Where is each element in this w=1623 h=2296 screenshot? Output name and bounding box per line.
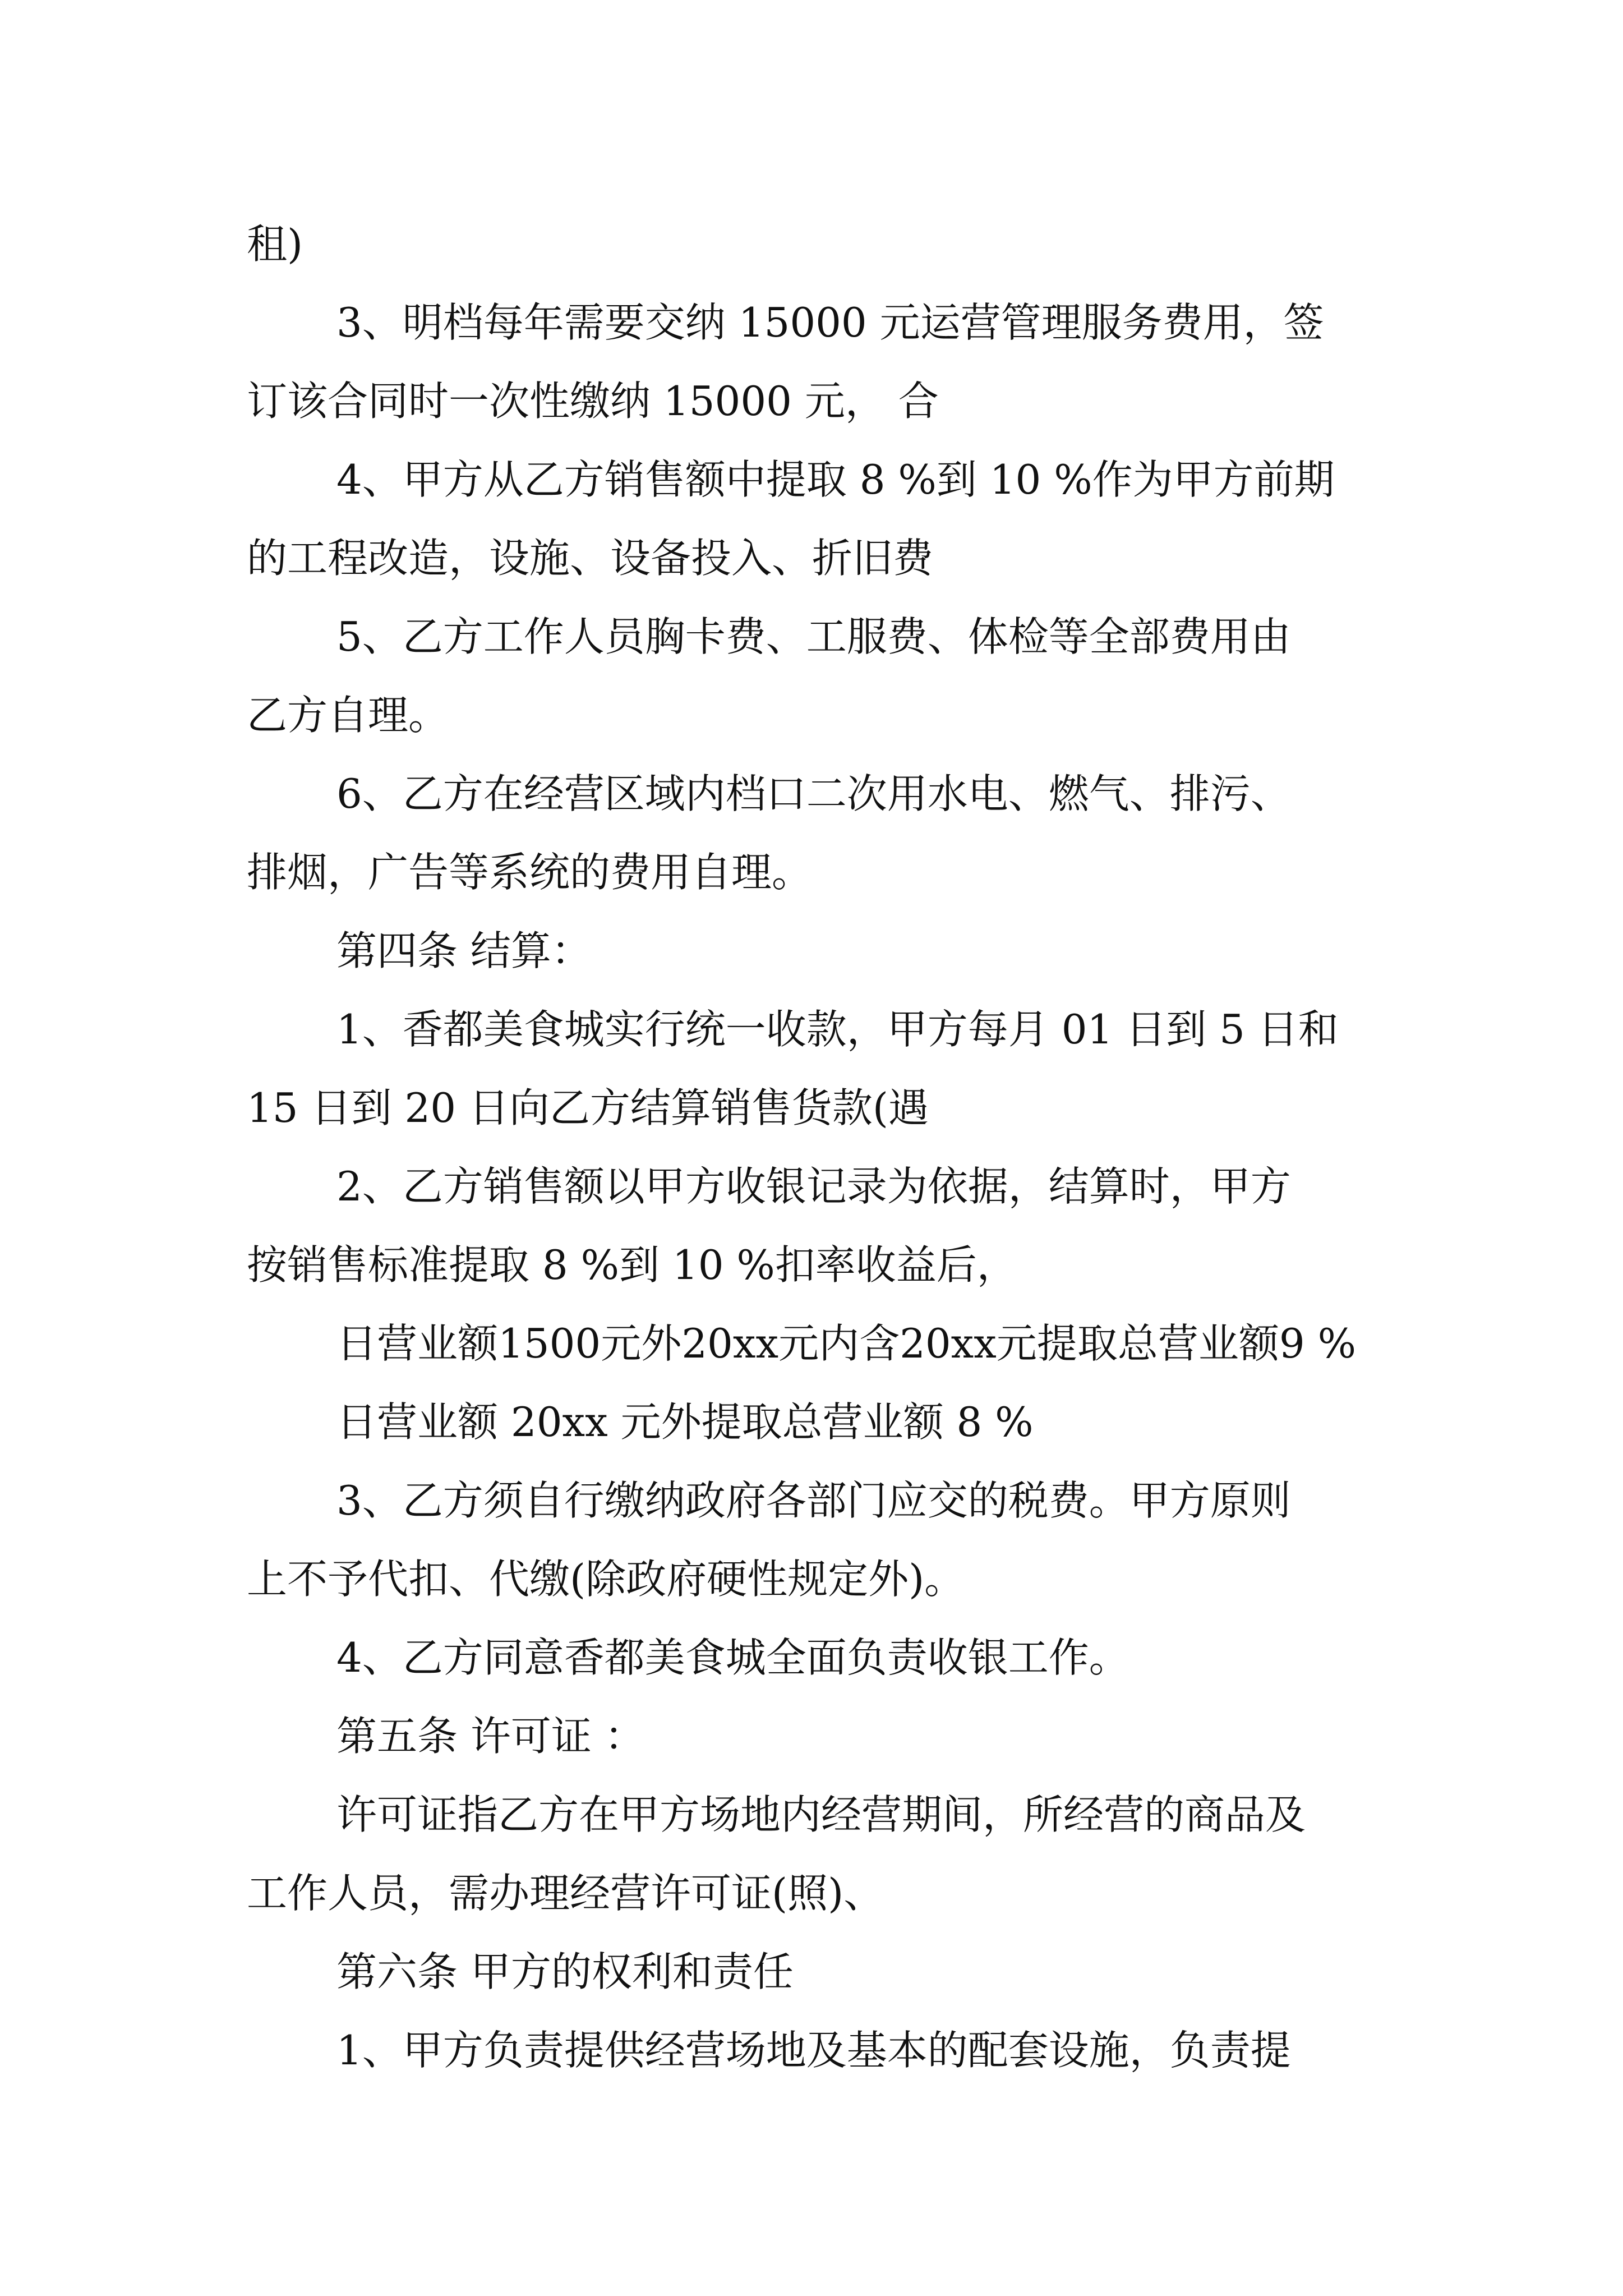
section-heading: 第四条 结算： [336, 927, 592, 974]
text-line: 2、乙方销售额以甲方收银记录为依据，结算时，甲方 [336, 1163, 1291, 1210]
text-line: 1、香都美食城实行统一收款，甲方每月 01 日到 5 日和 [336, 1006, 1339, 1053]
text-line: 上不予代扣、代缴(除政府硬性规定外)。 [247, 1556, 965, 1603]
text-line: 3、乙方须自行缴纳政府各部门应交的税费。甲方原则 [336, 1477, 1291, 1524]
section-heading: 第六条 甲方的权利和责任 [336, 1948, 794, 1995]
section-heading: 第五条 许可证 ： [336, 1713, 645, 1760]
text-line: 4、甲方从乙方销售额中提取 8 %到 10 %作为甲方前期 [336, 456, 1335, 503]
text-line: 许可证指乙方在甲方场地内经营期间，所经营的商品及 [336, 1791, 1306, 1838]
text-line: 订该合同时一次性缴纳 15000 元， 合 [247, 378, 939, 425]
text-line: 工作人员，需办理经营许可证(照)、 [247, 1870, 884, 1917]
text-line: 乙方自理。 [247, 692, 449, 739]
text-line: 5、乙方工作人员胸卡费、工服费、体检等全部费用由 [336, 613, 1291, 660]
text-line: 按销售标准提取 8 %到 10 %扣率收益后， [247, 1241, 1017, 1289]
text-line: 15 日到 20 日向乙方结算销售货款(遇 [247, 1084, 929, 1131]
text-line: 6、乙方在经营区域内档口二次用水电、燃气、排污、 [336, 770, 1291, 817]
text-line: 3、明档每年需要交纳 15000 元运营管理服务费用，签 [336, 299, 1324, 346]
text-line: 排烟，广告等系统的费用自理。 [247, 849, 813, 896]
text-line: 日营业额1500元外20xx元内含20xx元提取总营业额9 % [336, 1320, 1357, 1367]
text-line: 1、甲方负责提供经营场地及基本的配套设施，负责提 [336, 2027, 1291, 2074]
text-line: 的工程改造，设施、设备投入、折旧费 [247, 535, 934, 582]
text-line: 租) [247, 220, 303, 268]
text-line: 4、乙方同意香都美食城全面负责收银工作。 [336, 1634, 1129, 1681]
text-line: 日营业额 20xx 元外提取总营业额 8 % [336, 1398, 1034, 1446]
